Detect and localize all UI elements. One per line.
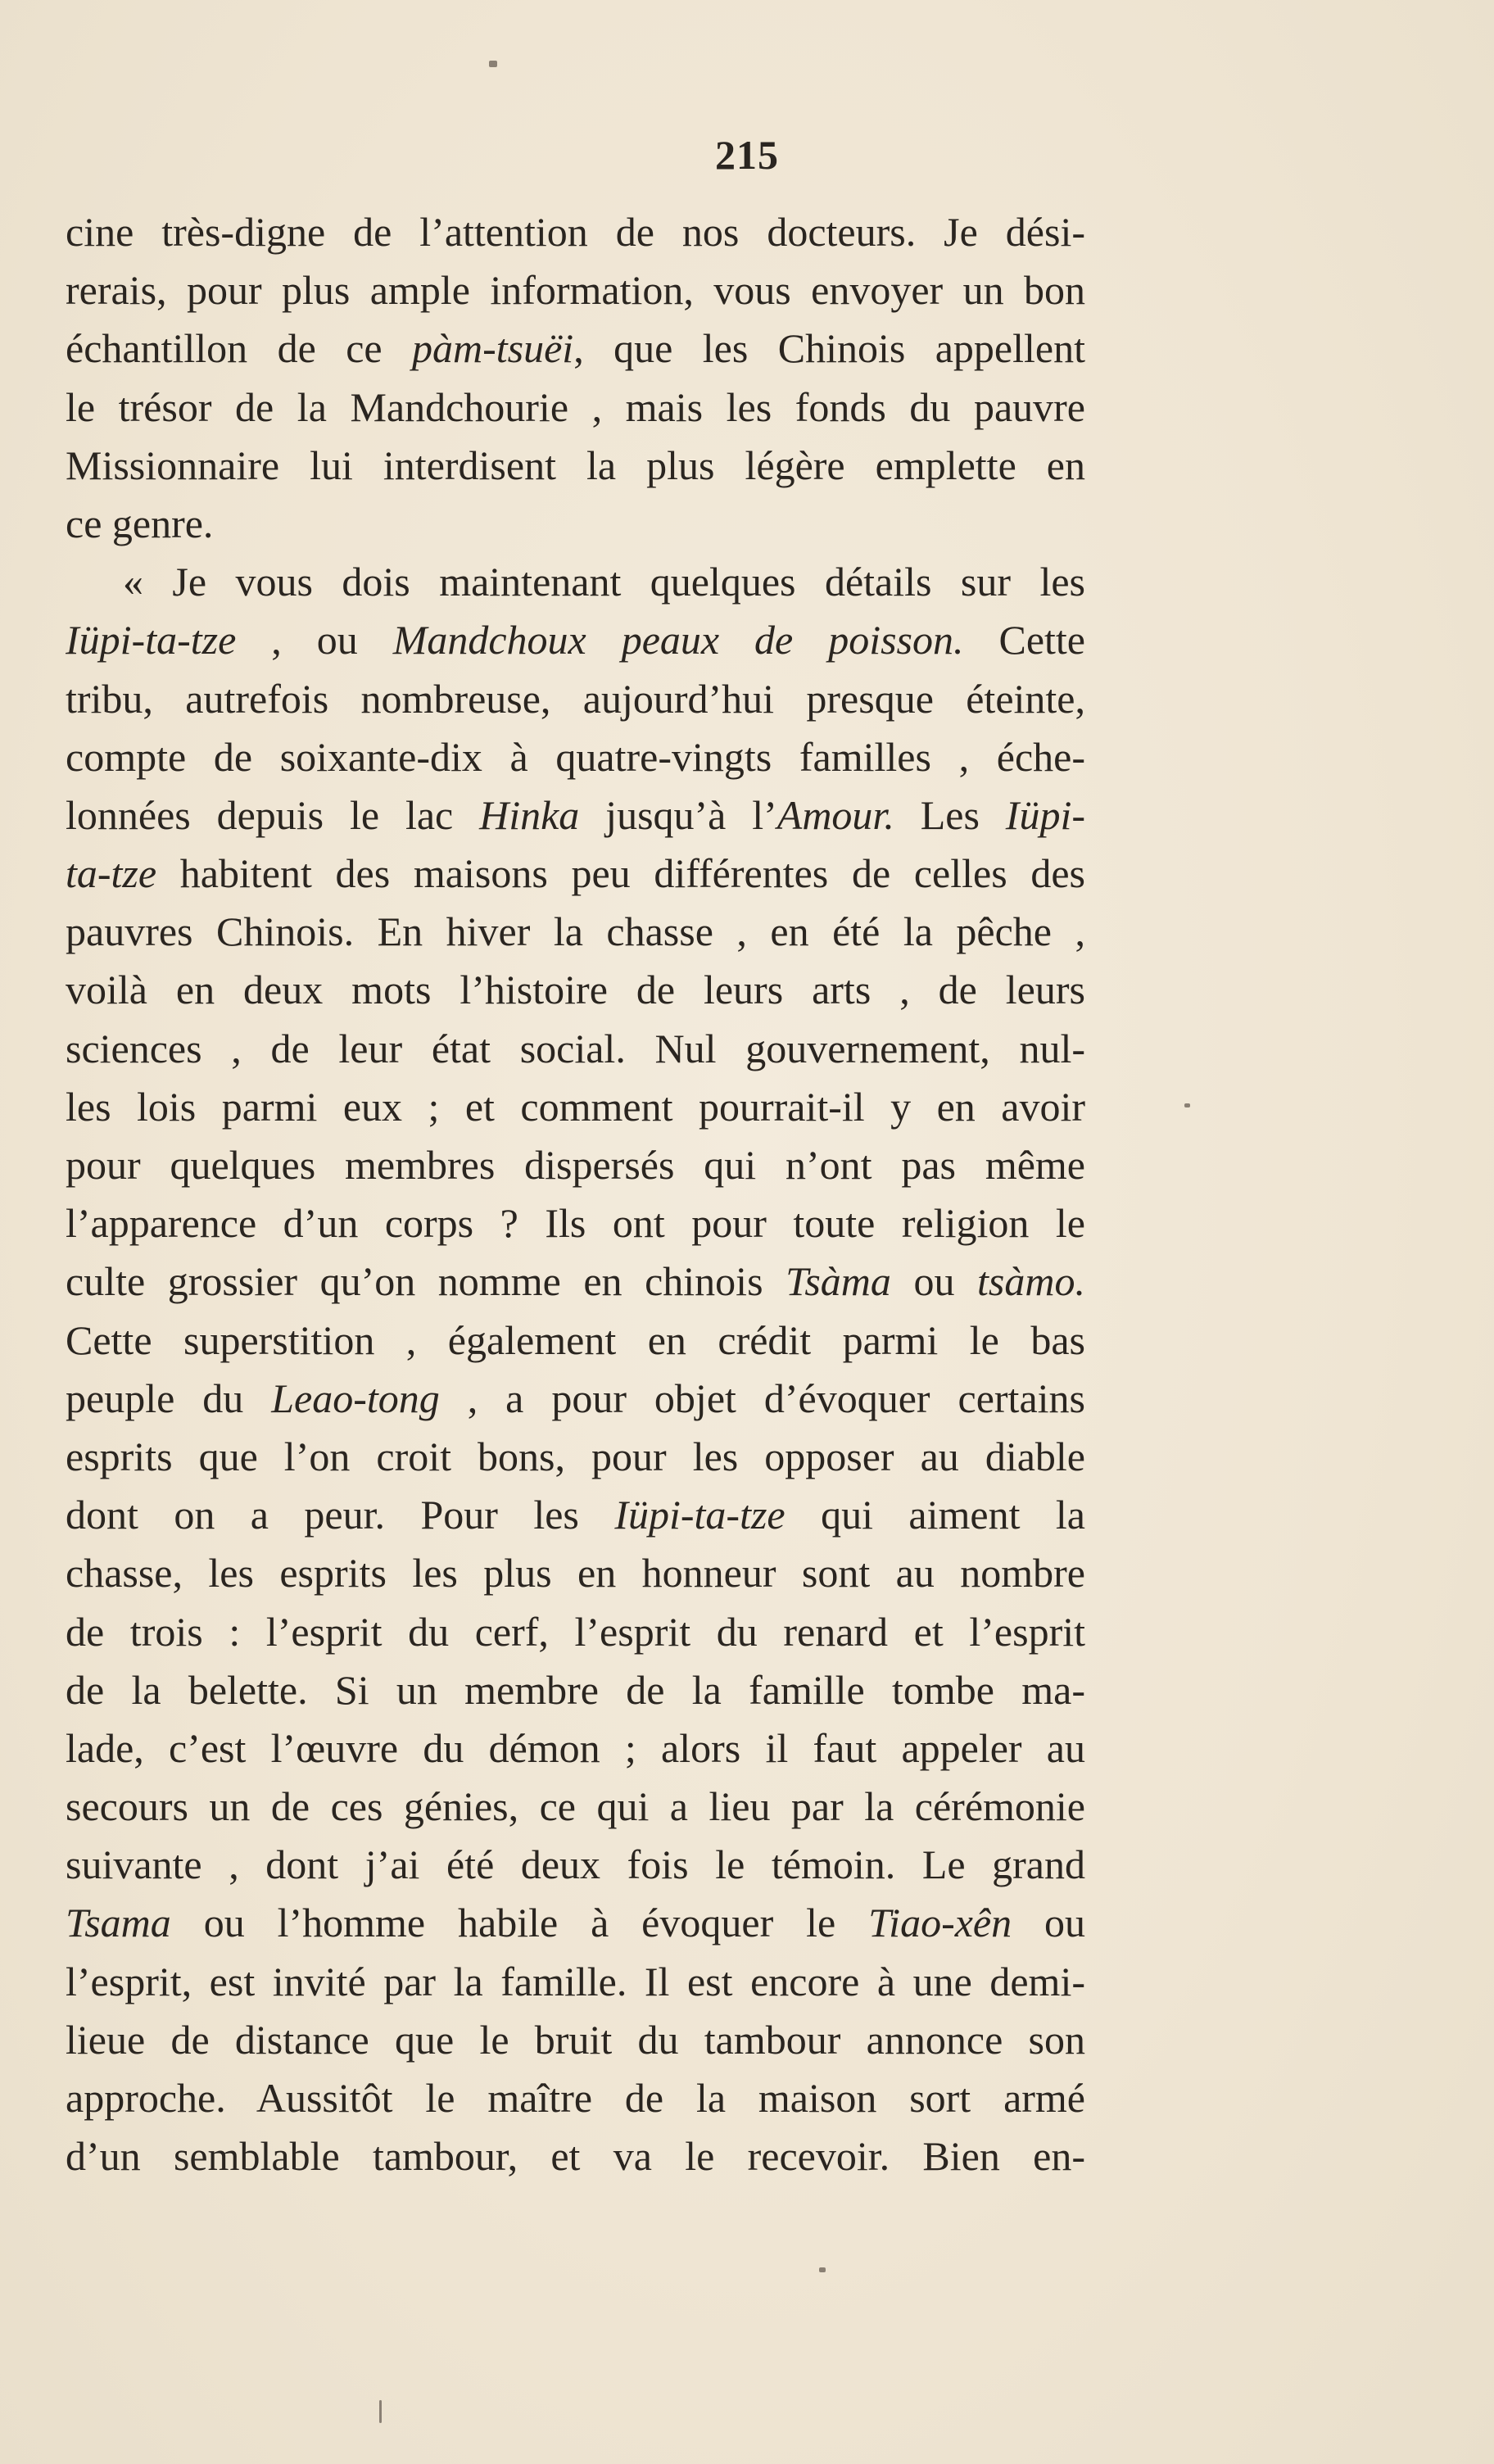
text-run: dont on a peur. Pour les <box>66 1492 615 1538</box>
text-line <box>66 2127 1085 2185</box>
text-run: jusqu’à l’ <box>579 791 777 838</box>
text-run: Missionnaire lui interdisent la plus légère emplette en <box>66 442 1085 488</box>
text-line <box>66 670 1085 728</box>
text-run: sciences , de leur état social. Nul gouvernement, nul- <box>66 1025 1085 1071</box>
text-run: ou l’homme habile à évoquer le <box>170 1900 869 1946</box>
text-line <box>66 553 1085 611</box>
text-run: chasse, les esprits les plus en honneur sont au nombre <box>66 1550 1085 1597</box>
italic-term: Iüpi- <box>1005 791 1085 838</box>
text-line <box>66 2011 1085 2069</box>
text-run: de trois : l’esprit du cerf, l’esprit du renard et l’esprit <box>66 1608 1085 1655</box>
text-run: « Je vous dois maintenant quelques détails sur les <box>123 559 1085 605</box>
text-run: Cette superstition , également en crédit parmi le bas <box>66 1316 1085 1363</box>
text-line <box>66 495 1085 553</box>
text-run: secours un de ces génies, ce qui a lieu par la cérémonie <box>66 1783 1085 1830</box>
italic-term: Tsàma <box>785 1258 891 1305</box>
text-run: peuple du <box>66 1375 272 1421</box>
text-line <box>66 1020 1085 1078</box>
text-run: échantillon de ce <box>66 325 412 372</box>
text-run: , ou <box>236 617 393 664</box>
text-run: voilà en deux mots l’histoire de leurs arts , de leurs <box>66 967 1085 1013</box>
text-run: habitent des maisons peu différentes de celles des <box>156 850 1085 897</box>
speck-mark <box>1184 1103 1190 1107</box>
text-run: compte de soixante-dix à quatre-vingts familles , éche- <box>66 733 1085 780</box>
text-run: pour quelques membres dispersés qui n’ont pas même <box>66 1142 1085 1188</box>
text-run: l’esprit, est invité par la famille. Il est encore à une demi- <box>66 1958 1085 2004</box>
italic-term: tsàmo. <box>977 1258 1085 1305</box>
italic-term: Tsama <box>66 1900 171 1946</box>
text-run: culte grossier qu’on nomme en chinois <box>66 1258 786 1305</box>
text-run: ce genre. <box>66 500 214 546</box>
text-run: Cette <box>963 617 1085 664</box>
text-run: les lois parmi eux ; et comment pourrait-il y en avoir <box>66 1083 1085 1130</box>
text-line <box>66 786 1085 845</box>
text-run: lieue de distance que le bruit du tambour annonce son <box>66 2016 1085 2063</box>
text-line <box>66 961 1085 1019</box>
text-line <box>66 845 1085 903</box>
italic-term: pàm-tsuëi <box>412 325 574 372</box>
italic-term: Mandchoux peaux de poisson. <box>392 617 964 664</box>
text-line <box>66 903 1085 961</box>
text-line <box>66 1894 1085 1952</box>
text-line <box>66 378 1085 437</box>
text-run: ou <box>890 1258 978 1305</box>
text-run: lonnées depuis le lac <box>66 791 480 838</box>
text-line <box>66 1486 1085 1544</box>
italic-term: ta-tze <box>66 850 157 897</box>
text-line <box>66 437 1085 495</box>
page-number: 215 <box>715 132 779 178</box>
text-run: , que les Chinois appellent <box>573 325 1085 372</box>
text-run: d’un semblable tambour, et va le recevoir. Bien en- <box>66 2133 1085 2180</box>
speck-mark <box>819 2267 826 2272</box>
text-run: lade, c’est l’œuvre du démon ; alors il faut appeler au <box>66 1724 1085 1771</box>
body-text <box>66 203 1085 2185</box>
text-run: qui aiment la <box>785 1492 1085 1538</box>
text-line <box>66 1719 1085 1778</box>
text-run: tribu, autrefois nombreuse, aujourd’hui presque éteinte, <box>66 675 1085 722</box>
italic-term: Amour. <box>776 791 894 838</box>
text-line <box>66 1544 1085 1602</box>
text-line <box>66 1661 1085 1719</box>
text-line <box>66 1194 1085 1252</box>
text-run: l’apparence d’un corps ? Ils ont pour toute religion le <box>66 1200 1085 1247</box>
italic-term: Hinka <box>479 791 580 838</box>
text-line <box>66 728 1085 786</box>
text-run: de la belette. Si un membre de la famille tombe ma- <box>66 1666 1085 1713</box>
text-line <box>66 1836 1085 1894</box>
text-run: le trésor de la Mandchourie , mais les fonds du pauvre <box>66 383 1085 430</box>
italic-term: Iüpi-ta-tze <box>614 1492 785 1538</box>
text-run: ou <box>1012 1900 1085 1946</box>
text-line <box>66 261 1085 319</box>
italic-term: Iüpi-ta-tze <box>66 617 237 664</box>
text-run: pauvres Chinois. En hiver la chasse , en été la pêche , <box>66 908 1085 955</box>
text-line <box>66 2069 1085 2127</box>
text-line <box>66 1603 1085 1661</box>
text-line <box>66 1953 1085 2011</box>
text-line <box>66 1428 1085 1486</box>
italic-term: Tiao-xên <box>868 1900 1012 1946</box>
text-line <box>66 1136 1085 1194</box>
text-run: rerais, pour plus ample information, vous envoyer un bon <box>66 267 1085 314</box>
text-line <box>66 611 1085 669</box>
text-line <box>66 1078 1085 1136</box>
text-run: cine très-digne de l’attention de nos docteurs. Je dési- <box>66 209 1085 255</box>
text-run: , a pour objet d’évoquer certains <box>439 1375 1085 1421</box>
text-line <box>66 1311 1085 1370</box>
speck-mark <box>489 61 497 67</box>
text-run: Les <box>894 791 1006 838</box>
text-run: suivante , dont j’ai été deux fois le témoin. Le grand <box>66 1841 1085 1888</box>
text-line <box>66 1370 1085 1428</box>
text-run: esprits que l’on croit bons, pour les opposer au diable <box>66 1433 1085 1479</box>
italic-term: Leao-tong <box>271 1375 440 1421</box>
text-line <box>66 319 1085 378</box>
text-line <box>66 203 1085 261</box>
text-line <box>66 1252 1085 1311</box>
text-run: approche. Aussitôt le maître de la maison sort armé <box>66 2075 1085 2121</box>
text-line <box>66 1778 1085 1836</box>
speck-mark <box>379 2400 382 2423</box>
